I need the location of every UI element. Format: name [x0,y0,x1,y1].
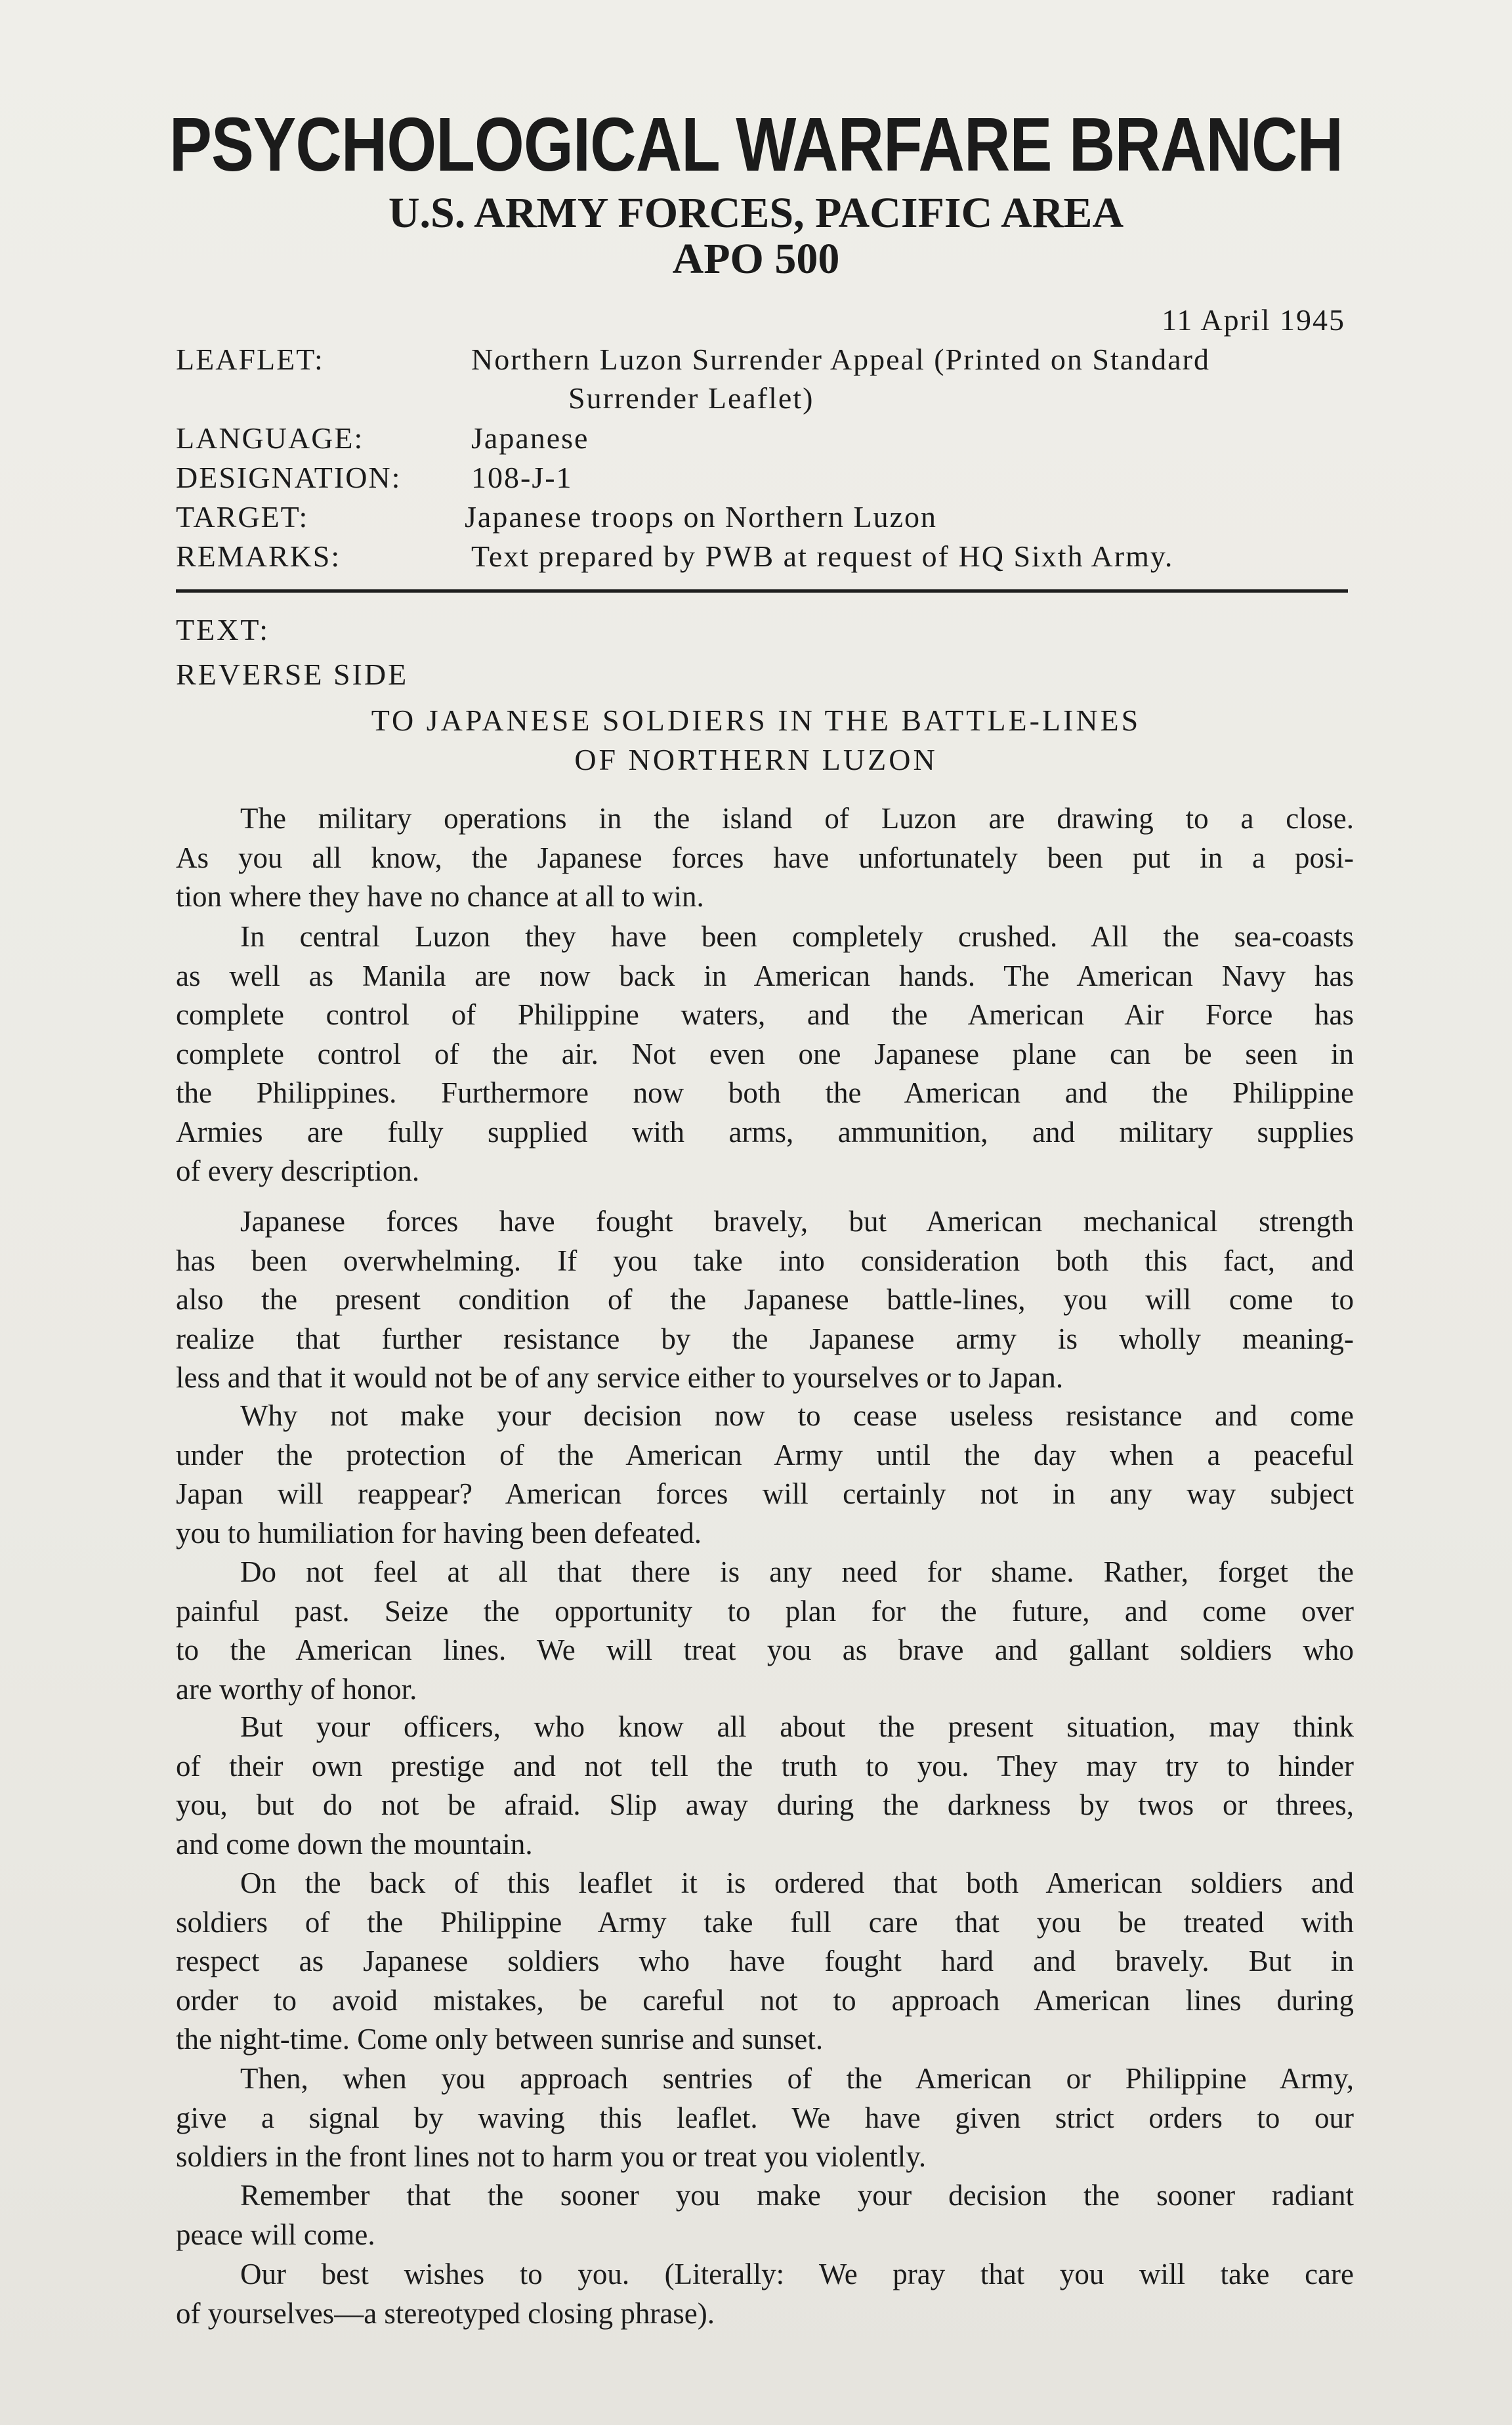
paragraph-line: has been overwhelming. If you take into consideration both this fact, and [176,1244,1354,1277]
language-label: LANGUAGE: [176,421,364,455]
paragraph-line: peace will come. [176,2218,375,2251]
paragraph-line: But your officers, who know all about the present situation, may think [240,1710,1354,1743]
body-paragraph [176,917,1354,1191]
paragraph-line: Japan will reappear? American forces will certainly not in any way subject [176,1477,1354,1510]
paragraph-line: realize that further resistance by the Japanese army is wholly meaning- [176,1322,1354,1355]
body-paragraph [176,2255,1354,2333]
paragraph-line: under the protection of the American Army until the day when a peaceful [176,1438,1354,1471]
body-paragraph [176,1864,1354,2059]
leaflet-value: Northern Luzon Surrender Appeal (Printed on Standard [471,343,1210,376]
document-subtitle: U.S. ARMY FORCES, PACIFIC AREA [388,189,1124,237]
paragraph-line: The military operations in the island of Luzon are drawing to a close. [240,802,1354,835]
paragraph-line: order to avoid mistakes, be careful not to approach American lines during [176,1983,1354,2017]
paragraph-line: the night-time. Come only between sunrise and sunset. [176,2023,824,2056]
body-paragraph [176,1202,1354,1398]
remarks-label: REMARKS: [176,539,341,573]
paragraph-line: Why not make your decision now to cease useless resistance and come [240,1399,1354,1432]
paragraph-line: tion where they have no chance at all to win. [176,880,704,913]
paragraph-line: On the back of this leaflet it is ordered that both American soldiers and [240,1866,1354,1899]
paragraph-line: complete control of the air. Not even one Japanese plane can be seen in [176,1037,1354,1070]
paragraph-line: of their own prestige and not tell the truth to you. They may try to hinder [176,1749,1354,1782]
paragraph-line: Do not feel at all that there is any need for shame. Rather, forget the [240,1555,1354,1588]
remarks-value: Text prepared by PWB at request of HQ Sixth Army. [471,539,1174,573]
body-paragraph [176,1397,1354,1553]
paragraph-line: of yourselves—a stereotyped closing phrase). [176,2296,715,2330]
apo-line: APO 500 [672,235,840,283]
leaflet-heading-line-1: TO JAPANESE SOLDIERS IN THE BATTLE-LINES [371,704,1141,737]
paragraph-line: you, but do not be afraid. Slip away during the darkness by twos or threes, [176,1788,1354,1821]
paragraph-line: Armies are fully supplied with arms, ammunition, and military supplies [176,1115,1354,1149]
target-label: TARGET: [176,500,309,534]
reverse-side-label: REVERSE SIDE [176,658,409,691]
body-paragraph [176,2176,1354,2254]
text-label: TEXT: [176,613,270,646]
body-paragraph [176,1708,1354,1864]
designation-value: 108-J-1 [471,461,573,494]
body-paragraph [176,799,1354,917]
paragraph-line: Then, when you approach sentries of the American or Philippine Army, [240,2062,1354,2095]
document-title: PSYCHOLOGICAL WARFARE BRANCH [169,102,1343,187]
paragraph-line: Our best wishes to you. (Literally: We pray that you will take care [240,2258,1354,2290]
paragraph-line: As you all know, the Japanese forces have unfortunately been put in a posi- [176,841,1354,874]
language-value: Japanese [471,421,589,455]
paragraph-line: you to humiliation for having been defeated. [176,1516,702,1550]
body-paragraph [176,2059,1354,2177]
paragraph-line: also the present condition of the Japanese battle-lines, you will come to [176,1283,1354,1316]
paragraph-line: give a signal by waving this leaflet. We have given strict orders to our [176,2101,1354,2134]
paragraph-line: less and that it would not be of any service either to yourselves or to Japan. [176,1361,1064,1394]
leaflet-heading-line-2: OF NORTHERN LUZON [574,743,938,776]
designation-label: DESIGNATION: [176,461,402,494]
paragraph-line: painful past. Seize the opportunity to plan for the future, and come over [176,1594,1354,1628]
leaflet-label: LEAFLET: [176,343,324,376]
paragraph-line: are worthy of honor. [176,1672,417,1706]
paragraph-line: respect as Japanese soldiers who have fought hard and bravely. But in [176,1945,1354,1977]
paragraph-line: complete control of Philippine waters, and the American Air Force has [176,998,1354,1031]
document-date: 11 April 1945 [1162,303,1345,337]
header-divider [176,589,1348,593]
paragraph-line: and come down the mountain. [176,1827,533,1861]
paragraph-line: soldiers of the Philippine Army take full care that you be treated with [176,1905,1354,1939]
leaflet-value-continued: Surrender Leaflet) [568,381,814,415]
paragraph-line: the Philippines. Furthermore now both the American and the Philippine [176,1076,1354,1109]
paragraph-line: Remember that the sooner you make your decision the sooner radiant [240,2179,1354,2212]
paragraph-line: Japanese forces have fought bravely, but American mechanical strength [240,1205,1354,1238]
paragraph-line: soldiers in the front lines not to harm you or treat you violently. [176,2140,927,2173]
paragraph-line: of every description. [176,1154,420,1187]
paragraph-line: as well as Manila are now back in American hands. The American Navy has [176,959,1354,992]
body-paragraph [176,1553,1354,1709]
paragraph-line: to the American lines. We will treat you as brave and gallant soldiers who [176,1634,1354,1666]
paragraph-line: In central Luzon they have been completely crushed. All the sea-coasts [240,920,1354,953]
target-value: Japanese troops on Northern Luzon [465,500,938,534]
